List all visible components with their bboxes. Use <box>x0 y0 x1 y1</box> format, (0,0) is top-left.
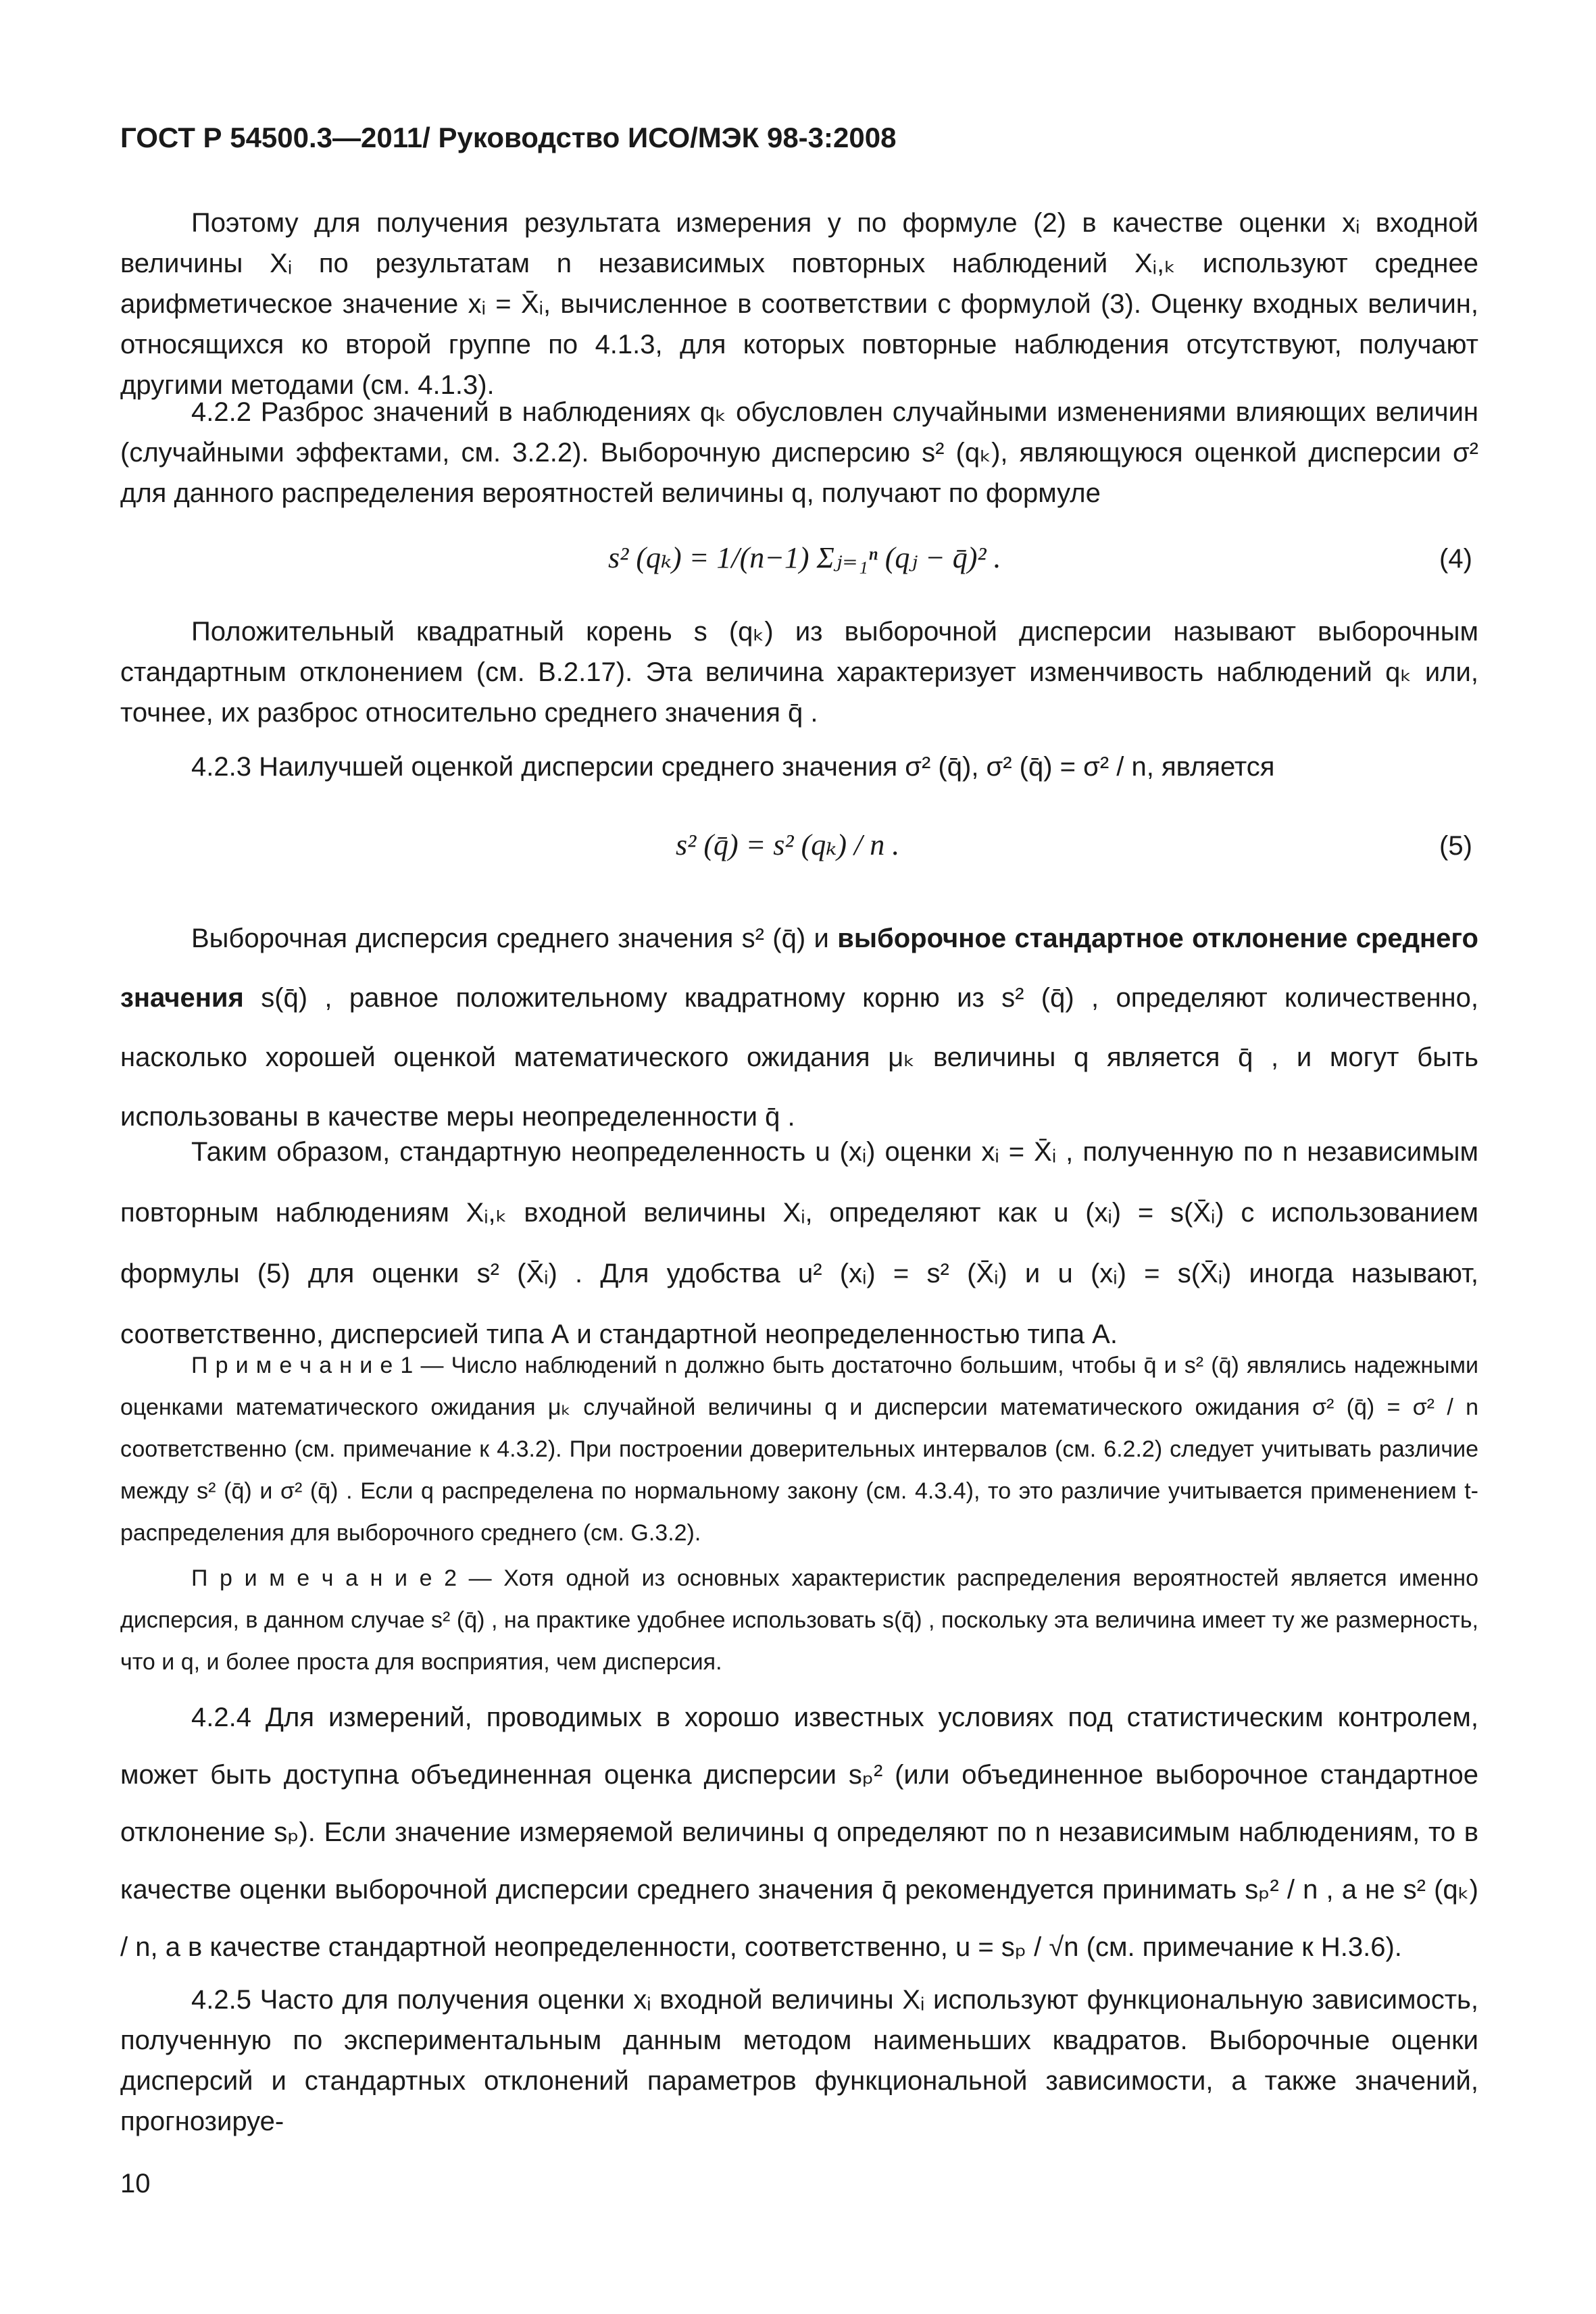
paragraph-4-2-5: 4.2.5 Часто для получения оценки xᵢ входной величины Xᵢ используют функциональную зависимость, полученную по экспериментальным данным методом наименьших квадратов. Выборочные оценки дисперсий и стандартных отклонений параметров функциональной зависимости, а также значений, прогнозируе- <box>120 1985 1478 2136</box>
paragraph-4-2-4: 4.2.4 Для измерений, проводимых в хорошо известных условиях под статистическим контролем, может быть доступна объединенная оценка дисперсии sₚ² (или объединенное выборочное стандартное отклонение sₚ). Если значение измеряемой величины q определяют по n независимым наблюдениям, то в качестве оценки выборочной дисперсии среднего значения q̄ рекомендуется принимать sₚ² / n , а не s² (qₖ) / n, а в качестве стандартной неопределенности, соответственно, u = sₚ / √n (см. примечание к H.3.6). <box>120 1703 1478 1962</box>
equation-5: s² (q̄) = s² (qₖ) / n . <box>676 828 900 861</box>
paragraph-1: Поэтому для получения результата измерения y по формуле (2) в качестве оценки xᵢ входной величины Xᵢ по результатам n независимых повторных наблюдений Xᵢ,ₖ используют среднее арифметическое значение xᵢ = X̄ᵢ, вычисленное в соответствии с формулой (3). Оценку входных величин, относящихся ко второй группе по 4.1.3, для которых повторные наблюдения отсутствуют, получают другими методами (см. 4.1.3). <box>120 208 1478 400</box>
paragraph-std-deviation: Положительный квадратный корень s (qₖ) из выборочной дисперсии называют выборочным стандартным отклонением (см. В.2.17). Эта величина характеризует изменчивость наблюдений qₖ или, точнее, их разброс относительно среднего значения q̄ . <box>120 617 1478 728</box>
document-header: ГОСТ Р 54500.3—2011/ Руководство ИСО/МЭК 98-3:2008 <box>120 122 897 153</box>
paragraph-sample-variance-end: s(q̄) , равное положительному квадратному корню из s² (q̄) , определяют количественно, насколько хорошей оценкой математического ожидания μₖ величины q является q̄ , и могут быть использованы в качестве меры неопределенности q̄ . <box>120 983 1478 1132</box>
note-1: П р и м е ч а н и е 1 — Число наблюдений n должно быть достаточно большим, чтобы q̄ и s² (q̄) являлись надежными оценками математического ожидания μₖ случайной величины q и дисперсии математического ожидания σ² (q̄) = σ² / n соответственно (см. примечание к 4.3.2). При построении доверительных интервалов (см. 6.2.2) следует учитывать различие между s² (q̄) и σ² (q̄) . Если q распределена по нормальному закону (см. 4.3.4), то это различие учитывается применением t-распределения для выборочного среднего (см. G.3.2). <box>120 1353 1478 1546</box>
note-2: П р и м е ч а н и е 2 — Хотя одной из основных характеристик распределения вероятностей является именно дисперсия, в данном случае s² (q̄) , на практике удобнее использовать s(q̄) , поскольку эта величина имеет ту же размерность, что и q, и более проста для восприятия, чем дисперсия. <box>120 1565 1478 1675</box>
paragraph-sample-variance-start: Выборочная дисперсия среднего значения s² (q̄) и <box>191 924 838 953</box>
equation-5-number: (5) <box>1439 831 1472 861</box>
equation-4: s² (qₖ) = 1/(n−1) Σⱼ₌₁ⁿ (qⱼ − q̄)² . <box>608 541 1001 574</box>
equation-4-number: (4) <box>1439 544 1472 574</box>
paragraph-4-2-2: 4.2.2 Разброс значений в наблюдениях qₖ обусловлен случайными изменениями влияющих величин (случайными эффектами, см. 3.2.2). Выборочную дисперсию s² (qₖ), являющуюся оценкой дисперсии σ² для данного распределения вероятностей величины q, получают по формуле <box>120 397 1478 508</box>
page-number: 10 <box>120 2169 151 2198</box>
paragraph-4-2-3: 4.2.3 Наилучшей оценкой дисперсии среднего значения σ² (q̄), σ² (q̄) = σ² / n, является <box>191 752 1275 782</box>
term-sample-std-deviation-of-mean: выборочное стандартное отклонение среднего значения <box>120 924 1478 1013</box>
paragraph-sample-variance <box>120 909 1478 1147</box>
paragraph-type-a: Таким образом, стандартную неопределенность u (xᵢ) оценки xᵢ = X̄ᵢ , полученную по n независимым повторным наблюдениям Xᵢ,ₖ входной величины Xᵢ, определяют как u (xᵢ) = s(X̄ᵢ) с использованием формулы (5) для оценки s² (X̄ᵢ) . Для удобства u² (xᵢ) = s² (X̄ᵢ) и u (xᵢ) = s(X̄ᵢ) иногда называют, соответственно, дисперсией типа А и стандартной неопределенностью типа А. <box>120 1137 1478 1349</box>
